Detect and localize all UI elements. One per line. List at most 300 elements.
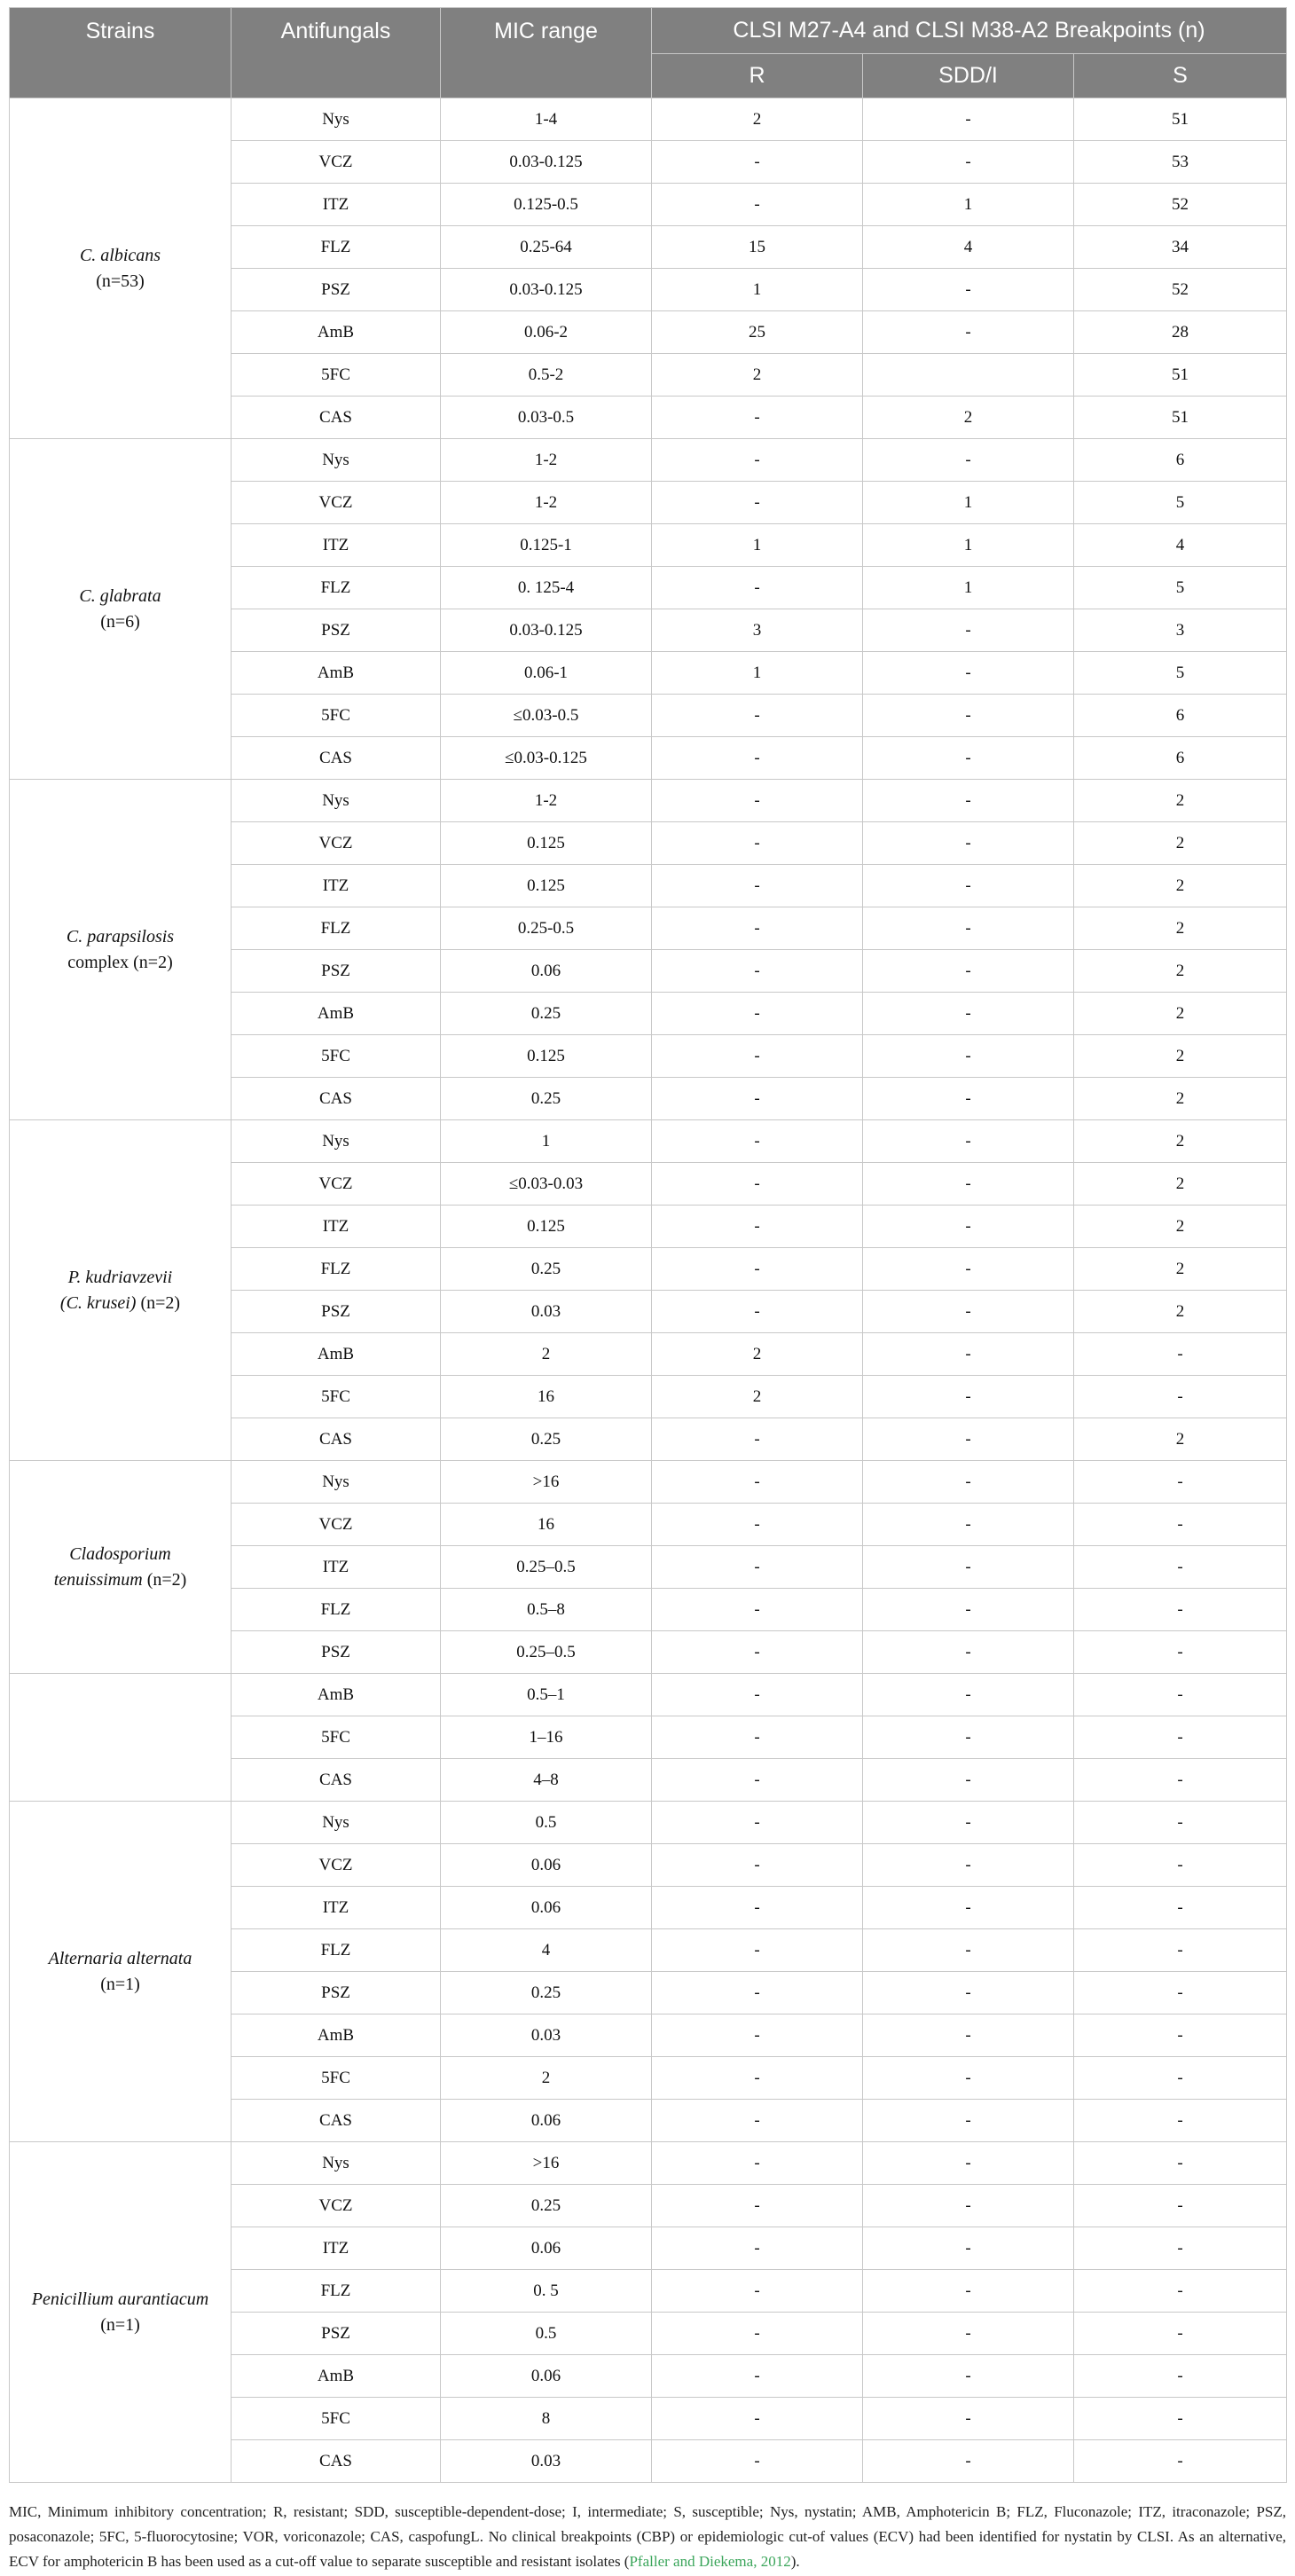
resistant-cell: - [652,2227,863,2270]
mic-range-cell: 0.03-0.125 [441,269,652,311]
strain-name: C. albicans [79,245,161,265]
sdd-i-cell: - [863,1844,1074,1887]
susceptible-cell: 2 [1074,993,1287,1035]
mic-range-cell: 0.25 [441,1972,652,2014]
antifungal-cell: PSZ [232,609,441,652]
resistant-cell: - [652,1120,863,1163]
resistant-cell: - [652,2185,863,2227]
resistant-cell: - [652,1972,863,2014]
antifungal-cell: AmB [232,1333,441,1376]
mic-range-cell: 0.25–0.5 [441,1546,652,1589]
sdd-i-cell: - [863,1887,1074,1929]
strain-count: (n=2) [140,1292,181,1313]
susceptible-cell: 2 [1074,907,1287,950]
strain-name: Alternaria alternata [48,1948,192,1968]
strain-name: Penicillium aurantiacum [31,2289,209,2309]
resistant-cell: 2 [652,1333,863,1376]
mic-range-cell: 2 [441,2057,652,2100]
header-mic-range: MIC range [441,8,652,98]
mic-range-cell: 0.125-1 [441,524,652,567]
mic-range-cell: 16 [441,1504,652,1546]
mic-range-cell: 0.5–8 [441,1589,652,1631]
table-row [10,439,1287,482]
footnote-reference-link[interactable]: Pfaller and Diekema, 2012 [629,2553,791,2570]
table-body [10,98,1287,2483]
mic-range-cell: 1 [441,1120,652,1163]
mic-range-cell: 1-2 [441,439,652,482]
resistant-cell: - [652,2355,863,2398]
resistant-cell: - [652,907,863,950]
resistant-cell: - [652,1163,863,1206]
susceptible-cell: 51 [1074,397,1287,439]
sdd-i-cell: - [863,98,1074,141]
resistant-cell: - [652,2270,863,2313]
antifungal-cell: ITZ [232,1206,441,1248]
table-header [10,8,1287,98]
strain-name: C. parapsilosis [66,926,175,946]
resistant-cell: 1 [652,524,863,567]
sdd-i-cell: - [863,1418,1074,1461]
mic-range-cell: 1-4 [441,98,652,141]
mic-range-cell: 0.25 [441,1248,652,1291]
susceptible-cell: 5 [1074,567,1287,609]
mic-range-cell: 0.25 [441,2185,652,2227]
susceptible-cell: - [1074,2398,1287,2440]
susceptible-cell: 5 [1074,482,1287,524]
antifungal-cell: AmB [232,652,441,695]
mic-range-cell: 0. 125-4 [441,567,652,609]
resistant-cell: 15 [652,226,863,269]
sdd-i-cell: - [863,1035,1074,1078]
mic-range-cell: 0.5-2 [441,354,652,397]
antifungal-cell: FLZ [232,907,441,950]
sdd-i-cell: - [863,439,1074,482]
resistant-cell: - [652,993,863,1035]
mic-range-cell: 4 [441,1929,652,1972]
antifungal-cell: CAS [232,737,441,780]
mic-range-cell: 0.125 [441,1035,652,1078]
sdd-i-cell: - [863,993,1074,1035]
antifungal-cell: FLZ [232,1929,441,1972]
resistant-cell: - [652,1248,863,1291]
sdd-i-cell: - [863,311,1074,354]
mic-range-cell: 0.125 [441,1206,652,1248]
mic-range-cell: 0.5 [441,2313,652,2355]
sdd-i-cell: - [863,1333,1074,1376]
table-row [10,1802,1287,1844]
sdd-i-cell: - [863,1078,1074,1120]
susceptible-cell: 2 [1074,1035,1287,1078]
sdd-i-cell: - [863,2185,1074,2227]
antifungal-cell: Nys [232,439,441,482]
antifungal-cell: VCZ [232,141,441,184]
susceptible-cell: 6 [1074,439,1287,482]
table-row [10,1120,1287,1163]
sdd-i-cell: - [863,1248,1074,1291]
mic-range-cell: 0.25-0.5 [441,907,652,950]
resistant-cell: - [652,397,863,439]
sdd-i-cell: - [863,1376,1074,1418]
strain-name: P. kudriavzevii [67,1267,173,1287]
susceptible-cell: 6 [1074,695,1287,737]
susceptible-cell: 5 [1074,652,1287,695]
strain-name: C. glabrata [79,585,161,606]
strain-cell [10,2142,232,2483]
strain-cell [10,1802,232,2142]
susceptible-cell: 2 [1074,1206,1287,1248]
mic-range-cell: 0.03-0.5 [441,397,652,439]
sdd-i-cell: - [863,1674,1074,1716]
mic-range-cell: 0.125-0.5 [441,184,652,226]
sdd-i-cell: - [863,907,1074,950]
table-footnote [9,2500,1286,2574]
susceptible-cell: 53 [1074,141,1287,184]
resistant-cell: 2 [652,98,863,141]
antifungal-cell: ITZ [232,524,441,567]
antifungal-cell: 5FC [232,354,441,397]
table-container [9,7,1286,2483]
antifungal-cell: Nys [232,1120,441,1163]
resistant-cell: - [652,1802,863,1844]
header-antifungals: Antifungals [232,8,441,98]
strain-name-alt: (C. krusei) [59,1292,137,1313]
antifungal-cell: VCZ [232,2185,441,2227]
sdd-i-cell: - [863,1759,1074,1802]
susceptible-cell: 51 [1074,354,1287,397]
strain-count: (n=2) [146,1569,187,1590]
sdd-i-cell [863,354,1074,397]
resistant-cell: 2 [652,1376,863,1418]
antifungal-cell: 5FC [232,2398,441,2440]
resistant-cell: 25 [652,311,863,354]
resistant-cell: - [652,1674,863,1716]
mic-range-cell: 16 [441,1376,652,1418]
antifungal-cell: FLZ [232,567,441,609]
resistant-cell: - [652,482,863,524]
susceptible-cell: 2 [1074,822,1287,865]
sdd-i-cell: 1 [863,482,1074,524]
resistant-cell: - [652,1589,863,1631]
table-row [10,1461,1287,1504]
sdd-i-cell: 2 [863,397,1074,439]
susceptible-cell: - [1074,1504,1287,1546]
sdd-i-cell: - [863,2227,1074,2270]
sdd-i-cell: - [863,1802,1074,1844]
sdd-i-cell: - [863,2398,1074,2440]
mic-range-cell: ≤0.03-0.125 [441,737,652,780]
susceptible-cell: - [1074,2270,1287,2313]
mic-range-cell: >16 [441,2142,652,2185]
resistant-cell: 2 [652,354,863,397]
strain-count: (n=1) [100,2314,140,2335]
strain-cell [10,439,232,780]
resistant-cell: - [652,1291,863,1333]
mic-range-cell: 0.25-64 [441,226,652,269]
sdd-i-cell: - [863,2313,1074,2355]
resistant-cell: - [652,1418,863,1461]
mic-range-cell: 0.25 [441,1418,652,1461]
mic-range-cell: 1-2 [441,780,652,822]
susceptible-cell: 2 [1074,1078,1287,1120]
mic-range-cell: 0. 5 [441,2270,652,2313]
susceptible-cell: - [1074,1759,1287,1802]
mic-range-cell: ≤0.03-0.03 [441,1163,652,1206]
susceptible-cell: 2 [1074,1163,1287,1206]
antifungal-cell: CAS [232,1418,441,1461]
susceptible-cell: - [1074,2355,1287,2398]
sdd-i-cell: - [863,780,1074,822]
susceptible-cell: - [1074,1929,1287,1972]
sdd-i-cell: - [863,1929,1074,1972]
antifungal-cell: FLZ [232,226,441,269]
antifungal-cell: FLZ [232,2270,441,2313]
mic-range-cell: 0.25 [441,1078,652,1120]
susceptible-cell: - [1074,2057,1287,2100]
sdd-i-cell: - [863,269,1074,311]
strain-count: complex (n=2) [67,952,173,972]
strain-cell [10,1120,232,1461]
sdd-i-cell: - [863,950,1074,993]
antifungal-cell: Nys [232,98,441,141]
mic-range-cell: >16 [441,1461,652,1504]
antifungal-cell: PSZ [232,1972,441,2014]
sdd-i-cell: - [863,1504,1074,1546]
resistant-cell: - [652,1504,863,1546]
sdd-i-cell: - [863,737,1074,780]
susceptible-cell: - [1074,2014,1287,2057]
susceptible-cell: - [1074,1674,1287,1716]
mic-range-cell: 0.06 [441,2355,652,2398]
susceptible-cell: - [1074,1333,1287,1376]
strain-cell [10,1461,232,1674]
antifungal-cell: CAS [232,2100,441,2142]
antifungal-cell: VCZ [232,1844,441,1887]
antifungal-cell: 5FC [232,1716,441,1759]
susceptible-cell: - [1074,1546,1287,1589]
mic-range-cell: 0.06 [441,2227,652,2270]
susceptible-cell: - [1074,1589,1287,1631]
strain-cell [10,1674,232,1802]
table-row [10,98,1287,141]
resistant-cell: - [652,950,863,993]
susceptible-cell: 34 [1074,226,1287,269]
antifungal-cell: FLZ [232,1589,441,1631]
sdd-i-cell: - [863,2014,1074,2057]
antifungal-cell: VCZ [232,822,441,865]
susceptible-cell: - [1074,1887,1287,1929]
antifungal-cell: PSZ [232,1631,441,1674]
resistant-cell: 1 [652,269,863,311]
resistant-cell: - [652,184,863,226]
antifungal-cell: VCZ [232,482,441,524]
susceptible-cell: - [1074,2440,1287,2483]
sdd-i-cell: - [863,1631,1074,1674]
sdd-i-cell: - [863,2142,1074,2185]
mic-range-cell: 0.03-0.125 [441,141,652,184]
antifungal-cell: CAS [232,1078,441,1120]
susceptible-cell: 52 [1074,269,1287,311]
mic-range-cell: 0.5–1 [441,1674,652,1716]
resistant-cell: - [652,822,863,865]
resistant-cell: - [652,2398,863,2440]
sdd-i-cell: - [863,1589,1074,1631]
strain-count: (n=53) [96,271,145,291]
susceptible-cell: 3 [1074,609,1287,652]
antifungal-cell: Nys [232,2142,441,2185]
resistant-cell: - [652,1929,863,1972]
susceptible-cell: 52 [1074,184,1287,226]
strain-count: (n=1) [100,1974,140,1994]
resistant-cell: - [652,695,863,737]
sdd-i-cell: - [863,1972,1074,2014]
susceptible-cell: - [1074,2313,1287,2355]
antifungal-cell: 5FC [232,1376,441,1418]
resistant-cell: 1 [652,652,863,695]
mic-range-cell: 0.5 [441,1802,652,1844]
resistant-cell: - [652,1887,863,1929]
susceptible-cell: - [1074,2185,1287,2227]
antifungal-cell: AmB [232,2355,441,2398]
resistant-cell: - [652,1461,863,1504]
mic-range-cell: 0.06 [441,950,652,993]
sdd-i-cell: - [863,141,1074,184]
sdd-i-cell: - [863,2355,1074,2398]
antifungal-cell: ITZ [232,1546,441,1589]
resistant-cell: - [652,567,863,609]
header-breakpoints: CLSI M27-A4 and CLSI M38-A2 Breakpoints (n) [652,8,1287,54]
mic-range-cell: 2 [441,1333,652,1376]
mic-range-cell: 0.03-0.125 [441,609,652,652]
sdd-i-cell: - [863,1206,1074,1248]
mic-range-cell: 0.125 [441,822,652,865]
mic-range-cell: 1–16 [441,1716,652,1759]
mic-range-cell: 0.06 [441,1844,652,1887]
mic-range-cell: ≤0.03-0.5 [441,695,652,737]
mic-range-cell: 0.03 [441,2014,652,2057]
mic-table [9,7,1287,2483]
mic-range-cell: 0.25 [441,993,652,1035]
susceptible-cell: 2 [1074,1291,1287,1333]
strain-cell [10,98,232,439]
sdd-i-cell: 1 [863,567,1074,609]
antifungal-cell: ITZ [232,184,441,226]
mic-range-cell: 0.06-1 [441,652,652,695]
resistant-cell: - [652,1631,863,1674]
resistant-cell: - [652,1844,863,1887]
antifungal-cell: Nys [232,780,441,822]
susceptible-cell: 2 [1074,1248,1287,1291]
susceptible-cell: 4 [1074,524,1287,567]
antifungal-cell: 5FC [232,1035,441,1078]
sdd-i-cell: - [863,1163,1074,1206]
sdd-i-cell: 1 [863,524,1074,567]
sdd-i-cell: - [863,2270,1074,2313]
resistant-cell: - [652,780,863,822]
antifungal-cell: 5FC [232,2057,441,2100]
sdd-i-cell: - [863,2100,1074,2142]
antifungal-cell: CAS [232,397,441,439]
susceptible-cell: - [1074,1631,1287,1674]
antifungal-cell: CAS [232,2440,441,2483]
antifungal-cell: VCZ [232,1504,441,1546]
sdd-i-cell: 4 [863,226,1074,269]
resistant-cell: - [652,1206,863,1248]
sdd-i-cell: - [863,609,1074,652]
susceptible-cell: 2 [1074,865,1287,907]
mic-range-cell: 0.06-2 [441,311,652,354]
table-row [10,2142,1287,2185]
sdd-i-cell: - [863,2440,1074,2483]
susceptible-cell: - [1074,1972,1287,2014]
susceptible-cell: - [1074,1376,1287,1418]
susceptible-cell: - [1074,1461,1287,1504]
footnote-end: ). [790,2553,800,2570]
header-sdd-i: SDD/I [863,54,1074,98]
resistant-cell: - [652,2100,863,2142]
mic-range-cell: 8 [441,2398,652,2440]
antifungal-cell: Nys [232,1802,441,1844]
sdd-i-cell: - [863,1291,1074,1333]
sdd-i-cell: - [863,822,1074,865]
mic-range-cell: 0.06 [441,1887,652,1929]
sdd-i-cell: - [863,865,1074,907]
susceptible-cell: - [1074,2100,1287,2142]
resistant-cell: - [652,141,863,184]
antifungal-cell: ITZ [232,1887,441,1929]
susceptible-cell: - [1074,2227,1287,2270]
mic-range-cell: 1-2 [441,482,652,524]
strain-name: Cladosporium [69,1543,171,1564]
mic-range-cell: 0.03 [441,1291,652,1333]
antifungal-cell: ITZ [232,2227,441,2270]
susceptible-cell: - [1074,1716,1287,1759]
resistant-cell: 3 [652,609,863,652]
susceptible-cell: 28 [1074,311,1287,354]
mic-range-cell: 0.06 [441,2100,652,2142]
strain-name-alt: tenuissimum [53,1569,143,1590]
resistant-cell: - [652,865,863,907]
sdd-i-cell: - [863,2057,1074,2100]
sdd-i-cell: 1 [863,184,1074,226]
table-row [10,780,1287,822]
susceptible-cell: 2 [1074,1120,1287,1163]
antifungal-cell: CAS [232,1759,441,1802]
resistant-cell: - [652,1546,863,1589]
susceptible-cell: - [1074,1802,1287,1844]
resistant-cell: - [652,2313,863,2355]
resistant-cell: - [652,1716,863,1759]
mic-range-cell: 0.25–0.5 [441,1631,652,1674]
sdd-i-cell: - [863,1546,1074,1589]
antifungal-cell: PSZ [232,2313,441,2355]
resistant-cell: - [652,2057,863,2100]
antifungal-cell: ITZ [232,865,441,907]
susceptible-cell: - [1074,2142,1287,2185]
strain-count: (n=6) [100,611,140,632]
susceptible-cell: 2 [1074,780,1287,822]
resistant-cell: - [652,737,863,780]
antifungal-cell: PSZ [232,1291,441,1333]
antifungal-cell: AmB [232,1674,441,1716]
antifungal-cell: VCZ [232,1163,441,1206]
sdd-i-cell: - [863,1120,1074,1163]
header-r: R [652,54,863,98]
resistant-cell: - [652,1035,863,1078]
header-strains: Strains [10,8,232,98]
susceptible-cell: 2 [1074,950,1287,993]
antifungal-cell: FLZ [232,1248,441,1291]
antifungal-cell: 5FC [232,695,441,737]
